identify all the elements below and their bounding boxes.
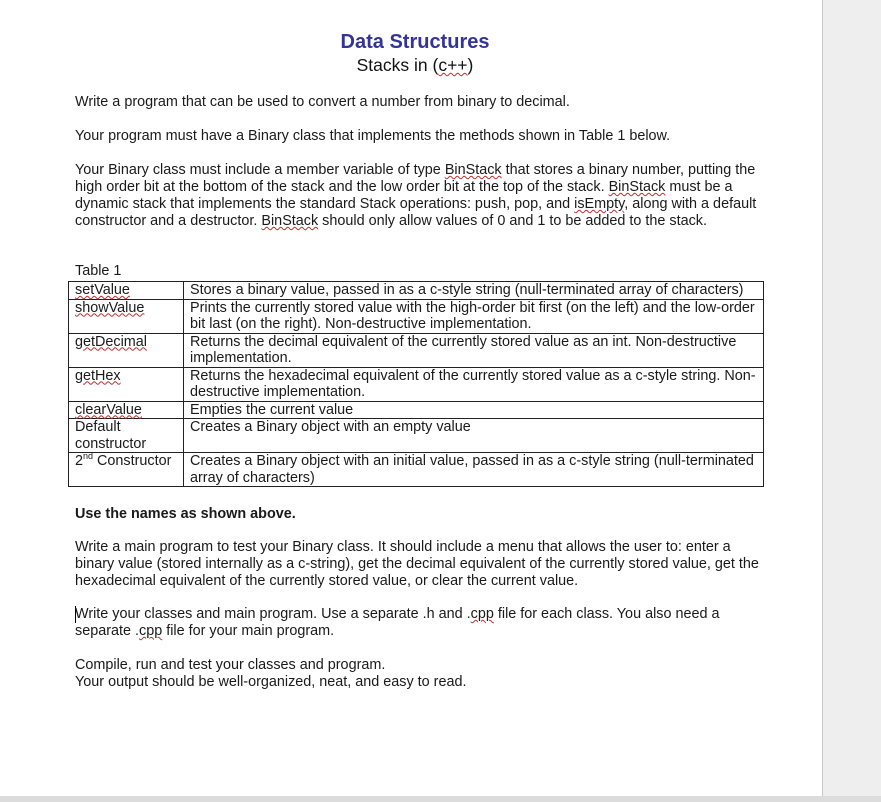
method-description: Creates a Binary object with an empty value bbox=[184, 419, 764, 453]
method-name: getHex bbox=[69, 367, 184, 401]
names-note: Use the names as shown above. bbox=[75, 506, 296, 522]
method-name: showValue bbox=[69, 299, 184, 333]
window-margin-right bbox=[823, 0, 881, 802]
table-row bbox=[69, 282, 764, 300]
method-description: Empties the current value bbox=[184, 401, 764, 419]
table-row bbox=[69, 299, 764, 333]
table-row bbox=[69, 401, 764, 419]
intro-paragraph: Write a program that can be used to convert a number from binary to decimal. bbox=[75, 94, 570, 110]
files-paragraph[interactable]: Write your classes and main program. Use a separate .h and .cpp file for each class. You also need a separate .cpp file for your main program. bbox=[75, 606, 720, 639]
method-name: clearValue bbox=[69, 401, 184, 419]
document-title: Data Structures bbox=[340, 31, 490, 53]
document-subtitle: Stacks in (c++) bbox=[356, 55, 474, 75]
method-name: setValue bbox=[69, 282, 184, 300]
output-line: Your output should be well-organized, neat, and easy to read. bbox=[75, 674, 467, 690]
method-description: Prints the currently stored value with the high-order bit first (on the left) and the low-order bit last (on the right). Non-destructive implementation. bbox=[184, 299, 764, 333]
table-caption: Table 1 bbox=[75, 263, 122, 279]
table-row bbox=[69, 453, 764, 487]
method-description: Stores a binary value, passed in as a c-style string (null-terminated array of characters) bbox=[184, 282, 764, 300]
cpp-word: c++ bbox=[438, 55, 468, 75]
method-name: Default constructor bbox=[69, 419, 184, 453]
method-description: Returns the decimal equivalent of the currently stored value as an int. Non-destructive implementation. bbox=[184, 333, 764, 367]
method-description: Creates a Binary object with an initial value, passed in as a c-style string (null-terminated array of characters) bbox=[184, 453, 764, 487]
compile-line: Compile, run and test your classes and program. bbox=[75, 657, 386, 673]
main-program-paragraph: Write a main program to test your Binary class. It should include a menu that allows the user to: enter a binary value (stored internally as a c-string), get the decimal equivalent of the currently stored value, get the hexadecimal equivalent of the currently stored value, or clear the current value. bbox=[75, 539, 759, 589]
table-row bbox=[69, 333, 764, 367]
table-row bbox=[69, 419, 764, 453]
method-name: getDecimal bbox=[69, 333, 184, 367]
method-name: 2nd Constructor bbox=[69, 453, 184, 487]
binstack-paragraph: Your Binary class must include a member variable of type BinStack that stores a binary number, putting the high order bit at the bottom of the stack and the low order bit at the top of the stack. BinStack must be a dynamic stack that implements the standard Stack operations: push, pop, and isEmpty, along with a default constructor and a destructor. BinStack should only allow values of 0 and 1 to be added to the stack. bbox=[75, 162, 757, 229]
method-description: Returns the hexadecimal equivalent of the currently stored value as a c-style string. Non-destructive implementation. bbox=[184, 367, 764, 401]
table-row bbox=[69, 367, 764, 401]
requirement-paragraph: Your program must have a Binary class that implements the methods shown in Table 1 below. bbox=[75, 128, 671, 144]
horizontal-scrollbar[interactable] bbox=[0, 796, 881, 802]
methods-table bbox=[68, 281, 764, 487]
